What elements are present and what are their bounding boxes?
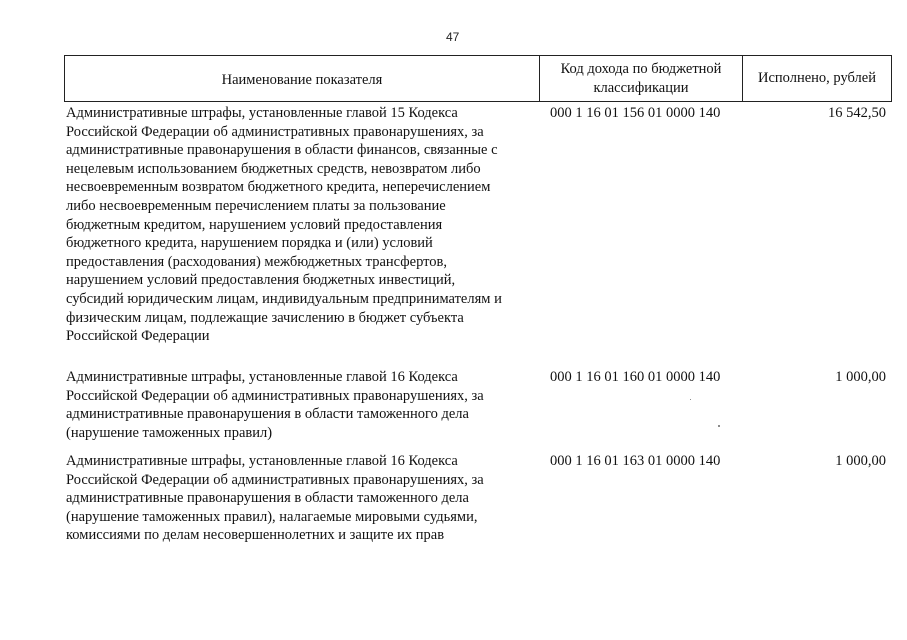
executed-amount: 16 542,50 [828, 105, 886, 121]
budget-code: 000 1 16 01 163 01 0000 140 [550, 453, 721, 469]
header-executed-column: Исполнено, рублей [758, 70, 876, 86]
executed-amount: 1 000,00 [835, 369, 886, 385]
header-name-column: Наименование показателя [65, 56, 540, 101]
executed-amount: 1 000,00 [835, 453, 886, 469]
page-number: 47 [446, 30, 460, 44]
budget-code: 000 1 16 01 156 01 0000 140 [550, 105, 721, 121]
table-header [64, 55, 892, 102]
indicator-name: Административные штрафы, установленные главой 16 Кодекса Российской Федерации об административных правонарушениях, за административные правонарушения в области таможенного дела (нарушение таможенных правил), налагаемые мировыми судьями, комиссиями по делам несовершеннолетних и защите их прав [66, 453, 484, 544]
indicator-name: Административные штрафы, установленные главой 16 Кодекса Российской Федерации об административных правонарушениях, за административные правонарушения в области таможенного дела (нарушение таможенных правил) [66, 369, 484, 441]
scan-speck [718, 425, 720, 427]
indicator-name: Административные штрафы, установленные главой 15 Кодекса Российской Федерации об административных правонарушениях, за административные правонарушения в области финансов, связанные с нецелевым использованием бюджетных средств, невозвратом либо несвоевременным возвратом бюджетного кредита, неперечислением либо несвоевременным перечислением платы за пользование бюджетным кредитом, нарушением условий предоставления бюджетного кредита, нарушением порядка и (или) условий предоставления (расходования) межбюджетных трансфертов, нарушением условий предоставления бюджетных инвестиций, субсидий юридическим лицам, индивидуальным предпринимателям и физическим лицам, подлежащие зачислению в бюджет субъекта Российской Федерации [66, 105, 502, 345]
budget-code: 000 1 16 01 160 01 0000 140 [550, 369, 721, 385]
scan-speck [690, 399, 691, 400]
header-code-column: Код дохода по бюджетной классификации [540, 56, 743, 101]
